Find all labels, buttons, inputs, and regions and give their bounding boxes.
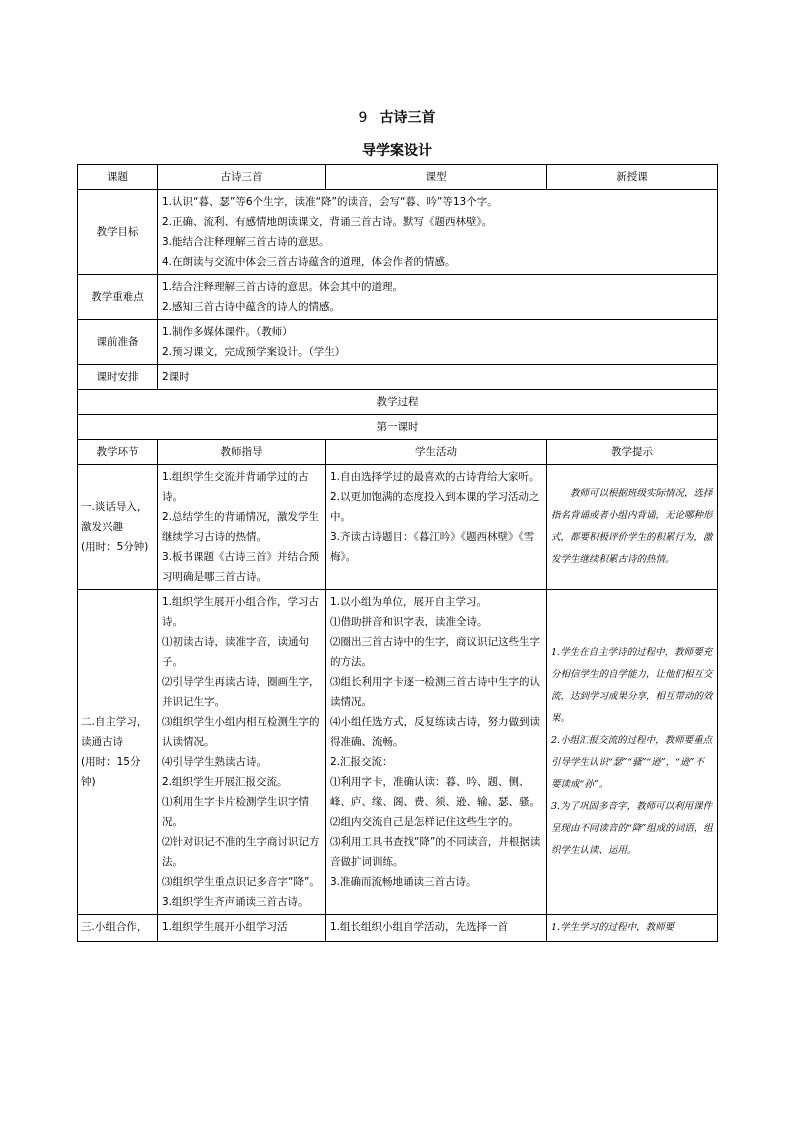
stage-2-name: 二.自主学习，读通古诗	[81, 716, 148, 748]
key-point-item: 1.结合注释理解三首古诗的意思。体会其中的道理。	[162, 281, 404, 293]
teacher-step: 3.组织学生齐声诵读三首古诗。	[162, 896, 309, 908]
stage-2-time: (用时：15分钟)	[81, 756, 141, 788]
page-title	[0, 107, 794, 127]
process-row-3	[78, 915, 718, 942]
teacher-step: ⑴初读古诗，读准字音，读通句子。	[162, 636, 309, 668]
key-points-label: 教学重难点	[78, 275, 158, 320]
stage-3-tips	[547, 915, 718, 942]
student-step: ⑶组长利用字卡逐一检测三首古诗中生字的认读情况。	[330, 676, 540, 708]
stage-3-name: 三.小组合作，	[81, 921, 148, 933]
teacher-step: 3.板书课题《古诗三首》并结合预习明确是哪三首古诗。	[162, 551, 320, 583]
row-process-heading	[78, 390, 718, 415]
topic-label: 课题	[78, 165, 158, 190]
stage-3-label	[78, 915, 158, 942]
row-period	[78, 415, 718, 440]
col-header-stage: 教学环节	[78, 440, 158, 465]
tip-item: 1.学生学习的过程中，教师要	[551, 922, 675, 933]
stage-2-tips	[547, 590, 718, 915]
student-step: 3.齐读古诗题目：《暮江吟》《题西林壁》《雪梅》。	[330, 531, 535, 563]
goal-item: 4.在朗读与交流中体会三首古诗蕴含的道理，体会作者的情感。	[162, 256, 456, 268]
student-step: 1.以小组为单位，展开自主学习。	[330, 596, 488, 608]
stage-1-label	[78, 465, 158, 590]
row-goals	[78, 190, 718, 275]
stage-2-teacher	[158, 590, 326, 915]
col-header-student: 学生活动	[326, 440, 547, 465]
page-subtitle: 导学案设计	[362, 143, 432, 159]
goals-label: 教学目标	[78, 190, 158, 275]
stage-2-student	[326, 590, 547, 915]
hours-label: 课时安排	[78, 365, 158, 390]
student-step: 2.汇报交流：	[330, 756, 393, 768]
teacher-step: ⑵针对识记不准的生字商讨识记方法。	[162, 836, 320, 868]
type-label: 课型	[326, 165, 547, 190]
stage-1-teacher	[158, 465, 326, 590]
tip-item: 3.为了巩固多音字，教师可以利用课件呈现由不同读音的“降”组成的词语，组织学生认读、运用。	[551, 801, 713, 856]
row-topic	[78, 165, 718, 190]
key-points-cell	[158, 275, 718, 320]
teacher-step: ⑵引导学生再读古诗，圈画生字，并识记生字。	[162, 676, 320, 708]
prep-item: 1.制作多媒体课件。（教师）	[162, 326, 293, 338]
lesson-title: 古诗三首	[379, 110, 436, 126]
process-row-1	[78, 465, 718, 590]
tip-item: 1.学生在自主学诗的过程中，教师要充分相信学生的自学能力，让他们相互交流，达到学习成果分享，相互带动的效果。	[551, 647, 713, 724]
student-step: ⑶利用工具书查找“降”的不同读音，并根据读音做扩词训练。	[330, 836, 541, 868]
student-step: ⑵组内交流自己是怎样记住这些生字的。	[330, 816, 519, 828]
teacher-step: 2.总结学生的背诵情况，激发学生继续学习古诗的热情。	[162, 511, 320, 543]
student-step: ⑷小组任选方式，反复练读古诗，努力做到读得准确、流畅。	[330, 716, 540, 748]
stage-1-time: (用时：5分钟)	[81, 541, 149, 553]
process-row-2	[78, 590, 718, 915]
teacher-step: 1.组织学生展开小组学习活	[162, 921, 288, 933]
lesson-number: 9	[358, 110, 368, 126]
student-step: 1.自由选择学过的最喜欢的古诗背给大家听。	[330, 471, 540, 483]
prep-cell	[158, 320, 718, 365]
lesson-plan-table	[77, 164, 718, 942]
teacher-step: ⑶组织学生重点识记多音字“降”。	[162, 876, 320, 888]
goal-item: 3.能结合注释理解三首古诗的意思。	[162, 236, 330, 248]
stage-1-tips	[547, 465, 718, 590]
stage-3-teacher	[158, 915, 326, 942]
student-step: 3.准确而流畅地诵读三首古诗。	[330, 876, 477, 888]
teacher-step: 2.组织学生开展汇报交流。	[162, 776, 288, 788]
prep-label: 课前准备	[78, 320, 158, 365]
teacher-step: ⑴利用生字卡片检测学生识字情况。	[162, 796, 309, 828]
key-point-item: 2.感知三首古诗中蕴含的诗人的情感。	[162, 301, 341, 313]
student-step: 2.以更加饱满的态度投入到本课的学习活动之中。	[330, 491, 540, 523]
stage-2-label	[78, 590, 158, 915]
student-step: ⑴利用字卡，准确认读：暮、吟、题、侧、峰、庐、缘、阁、费、须、逊、输、瑟、骚。	[330, 776, 540, 808]
student-step: ⑴借助拼音和识字表，读准全诗。	[330, 616, 488, 628]
teacher-step: 1.组织学生交流并背诵学过的古诗。	[162, 471, 309, 503]
teacher-step: ⑶组织学生小组内相互检测生字的认读情况。	[162, 716, 320, 748]
student-step: ⑵圈出三首古诗中的生字，商议识记这些生字的方法。	[330, 636, 540, 668]
col-header-teacher: 教师指导	[158, 440, 326, 465]
tip-item: 教师可以根据班级实际情况，选择指名背诵或者小组内背诵，无论哪种形式，都要积极评价学生的积累行为，激发学生继续积累古诗的热情。	[551, 488, 713, 565]
period-heading: 第一课时	[78, 415, 718, 440]
student-step: 1.组长组织小组自学活动，先选择一首	[330, 921, 509, 933]
type-value: 新授课	[547, 165, 718, 190]
stage-3-student	[326, 915, 547, 942]
hours-value: 2课时	[158, 365, 718, 390]
col-header-tips: 教学提示	[547, 440, 718, 465]
teacher-step: ⑷引导学生熟读古诗。	[162, 756, 267, 768]
process-heading: 教学过程	[78, 390, 718, 415]
row-key-points	[78, 275, 718, 320]
prep-item: 2.预习课文，完成预学案设计。（学生）	[162, 346, 346, 358]
row-hours	[78, 365, 718, 390]
stage-1-name: 一.谈话导入，激发兴趣	[81, 501, 148, 533]
row-column-headers	[78, 440, 718, 465]
goal-item: 1.认识“暮、瑟”等6个生字，读准“降”的读音，会写“暮、吟”等13个字。	[162, 196, 498, 208]
tip-item: 2.小组汇报交流的过程中，教师要重点引导学生认识“瑟”“骚”“逊”，“逊”不要读成“孙”。	[551, 735, 713, 790]
stage-1-student	[326, 465, 547, 590]
goals-cell	[158, 190, 718, 275]
teacher-step: 1.组织学生展开小组合作，学习古诗。	[162, 596, 320, 628]
topic-value: 古诗三首	[158, 165, 326, 190]
goal-item: 2.正确、流利、有感情地朗读课文，背诵三首古诗。默写《题西林壁》。	[162, 216, 493, 228]
row-prep	[78, 320, 718, 365]
